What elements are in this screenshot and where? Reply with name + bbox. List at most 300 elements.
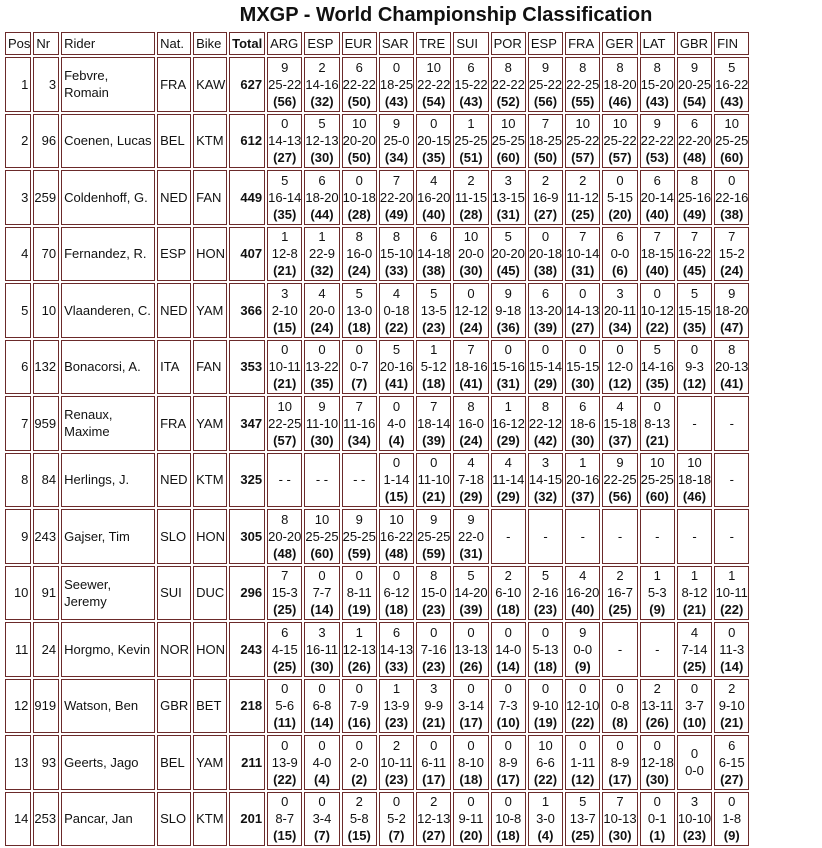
- race-cell: [304, 679, 339, 734]
- bike-cell: DUC: [193, 566, 227, 621]
- race-cell: [602, 566, 637, 621]
- race-cell: [640, 170, 675, 225]
- gp-points: 9: [728, 285, 736, 301]
- race-cell: [677, 453, 712, 508]
- race-cell: [453, 340, 488, 395]
- total-cell: 612: [229, 114, 265, 169]
- gp-points: 2: [728, 681, 736, 697]
- gp-points: 0: [392, 455, 401, 471]
- race-cell: [379, 509, 414, 564]
- gp-points: 0: [504, 624, 512, 640]
- race-total: (7): [388, 828, 405, 844]
- race-cell: [640, 453, 675, 508]
- heat-points: 15-14: [528, 359, 563, 375]
- rider-cell: Pancar, Jan: [61, 792, 155, 847]
- heat-points: 11-14: [492, 472, 525, 488]
- gp-points: 10: [463, 229, 479, 245]
- heat-points: 0-18: [383, 302, 410, 318]
- gp-points: 10: [426, 59, 441, 75]
- race-total: (21): [682, 602, 707, 618]
- race-total: (50): [347, 93, 371, 109]
- race-total: (39): [533, 319, 558, 335]
- race-empty-cell: -: [714, 509, 749, 564]
- header-gp: ESP: [304, 32, 339, 55]
- nr-cell: 259: [33, 170, 59, 225]
- race-cell: [453, 227, 488, 282]
- gp-points: 1: [579, 455, 587, 471]
- race-cell: [342, 57, 377, 112]
- race-total: (22): [273, 771, 297, 787]
- gp-points: 0: [690, 681, 699, 697]
- race-cell: [528, 114, 563, 169]
- bike-cell: HON: [193, 622, 227, 677]
- gp-points: 10: [687, 455, 702, 471]
- gp-points: 0: [392, 398, 401, 414]
- race-cell: [379, 396, 414, 451]
- nat-cell: NED: [157, 283, 191, 338]
- race-cell: [342, 340, 377, 395]
- race-cell: [416, 170, 451, 225]
- race-cell: [491, 227, 526, 282]
- gp-points: 1: [318, 229, 326, 245]
- race-total: (35): [682, 319, 707, 335]
- race-cell: [379, 453, 414, 508]
- race-cell: [416, 792, 451, 847]
- pos-cell: 12: [5, 679, 31, 734]
- gp-points: 2: [355, 794, 363, 810]
- race-cell: [379, 227, 414, 282]
- race-cell: [677, 57, 712, 112]
- bike-cell: YAM: [193, 283, 227, 338]
- race-cell: [453, 396, 488, 451]
- total-cell: 305: [229, 509, 265, 564]
- heat-points: 8-9: [498, 754, 518, 770]
- table-row: [5, 57, 749, 112]
- race-total: (11): [273, 715, 296, 731]
- race-total: (27): [422, 828, 446, 844]
- heat-points: 15-15: [566, 359, 600, 375]
- race-total: (23): [682, 828, 707, 844]
- race-total: (1): [649, 828, 666, 844]
- heat-points: 20-16: [379, 359, 414, 375]
- gp-points: 0: [392, 59, 401, 75]
- race-total: (30): [310, 150, 334, 166]
- bike-cell: HON: [193, 227, 227, 282]
- heat-points: 16-0: [457, 415, 484, 431]
- race-total: (31): [571, 263, 595, 279]
- race-cell: [379, 57, 414, 112]
- race-total: (25): [273, 602, 297, 618]
- race-cell: [267, 679, 302, 734]
- heat-points: 22-22: [417, 76, 451, 92]
- race-total: (4): [537, 828, 554, 844]
- pos-cell: 3: [5, 170, 31, 225]
- race-total: (41): [384, 376, 409, 392]
- race-cell: [342, 792, 377, 847]
- race-total: (42): [533, 432, 558, 448]
- rider-cell: Watson, Ben: [61, 679, 155, 734]
- heat-points: 9-3: [685, 359, 704, 375]
- gp-points: 9: [392, 116, 401, 132]
- heat-points: 16-14: [268, 189, 302, 205]
- nr-cell: 96: [33, 114, 59, 169]
- race-empty-cell: -: [602, 509, 637, 564]
- heat-points: 16-0: [346, 246, 373, 262]
- race-cell: [267, 735, 302, 790]
- total-cell: 201: [229, 792, 265, 847]
- race-cell: [379, 679, 414, 734]
- gp-points: 7: [355, 398, 363, 414]
- race-cell: [677, 227, 712, 282]
- gp-points: 8: [430, 568, 438, 584]
- race-cell: [267, 566, 302, 621]
- nr-cell: 132: [33, 340, 59, 395]
- table-row: [5, 679, 749, 734]
- heat-points: 11-15: [454, 189, 488, 205]
- race-cell: [304, 283, 339, 338]
- gp-points: 0: [541, 624, 550, 640]
- race-total: (33): [384, 658, 409, 674]
- race-total: (52): [496, 93, 520, 109]
- nr-cell: 70: [33, 227, 59, 282]
- heat-points: 13-9: [271, 754, 298, 770]
- race-total: (25): [682, 658, 707, 674]
- gp-points: 0: [430, 624, 438, 640]
- heat-points: 22-22: [640, 133, 674, 149]
- heat-points: 7-14: [681, 641, 708, 657]
- heat-points: 20-14: [640, 189, 674, 205]
- race-empty-cell: -: [528, 509, 563, 564]
- gp-points: 0: [504, 342, 512, 358]
- race-total: (28): [459, 206, 483, 222]
- race-total: (23): [422, 658, 446, 674]
- heat-points: 12-12: [454, 302, 488, 318]
- heat-points: 13-11: [641, 698, 674, 714]
- race-total: (31): [459, 545, 483, 561]
- header-gp: ESP: [528, 32, 563, 55]
- heat-points: 4-15: [271, 641, 298, 657]
- race-cell: [528, 453, 563, 508]
- gp-points: 4: [504, 455, 512, 471]
- gp-points: 8: [579, 59, 587, 75]
- race-total: (6): [612, 263, 628, 279]
- heat-points: 14-13: [268, 133, 302, 149]
- race-cell: [528, 170, 563, 225]
- heat-points: 6-8: [312, 698, 332, 714]
- table-row: [5, 396, 749, 451]
- heat-points: 11-3: [719, 641, 745, 657]
- race-cell: [714, 57, 749, 112]
- pos-cell: 5: [5, 283, 31, 338]
- gp-points: 8: [653, 59, 661, 75]
- heat-points: 20-0: [457, 246, 484, 262]
- heat-points: 11-16: [343, 415, 376, 431]
- gp-points: 3: [616, 285, 624, 301]
- header-gp: GER: [602, 32, 637, 55]
- gp-points: 9: [281, 59, 289, 75]
- heat-points: 15-0: [420, 585, 447, 601]
- race-cell: [602, 283, 637, 338]
- gp-points: 1: [430, 342, 438, 358]
- gp-points: 5: [653, 342, 661, 358]
- gp-points: 2: [579, 172, 587, 188]
- gp-points: 8: [281, 511, 289, 527]
- heat-points: 15-2: [718, 246, 745, 262]
- race-cell: [602, 396, 637, 451]
- heat-points: 6-11: [421, 754, 447, 770]
- race-total: (2): [351, 771, 368, 787]
- gp-points: 6: [281, 624, 289, 640]
- race-total: (21): [422, 489, 446, 505]
- pos-cell: 4: [5, 227, 31, 282]
- heat-points: 22-9: [308, 246, 335, 262]
- race-cell: [677, 340, 712, 395]
- race-total: (32): [310, 263, 334, 279]
- heat-points: 16-7: [606, 585, 633, 601]
- race-cell: [304, 227, 339, 282]
- gp-points: 10: [538, 737, 553, 753]
- race-cell: [379, 792, 414, 847]
- race-total: (28): [347, 206, 371, 222]
- race-cell: [491, 283, 526, 338]
- gp-points: 5: [541, 568, 550, 584]
- gp-points: 5: [467, 568, 475, 584]
- race-total: (18): [496, 828, 520, 844]
- table-row: [5, 453, 749, 508]
- heat-points: 14-16: [305, 76, 339, 92]
- race-empty-cell: - -: [342, 453, 377, 508]
- race-total: (24): [347, 263, 371, 279]
- heat-points: 13-22: [305, 359, 339, 375]
- heat-points: 5-12: [420, 359, 447, 375]
- race-total: (24): [720, 263, 744, 279]
- gp-points: 0: [653, 285, 661, 301]
- gp-points: 0: [318, 794, 326, 810]
- gp-points: 1: [467, 116, 475, 132]
- race-cell: [528, 340, 563, 395]
- gp-points: 1: [690, 568, 699, 584]
- gp-points: 9: [579, 624, 587, 640]
- heat-points: 14-15: [528, 472, 563, 488]
- heat-points: 22-25: [566, 76, 600, 92]
- race-cell: [379, 340, 414, 395]
- race-cell: [342, 622, 377, 677]
- race-cell: [267, 396, 302, 451]
- total-cell: 366: [229, 283, 265, 338]
- heat-points: 12-10: [566, 698, 600, 714]
- race-cell: [453, 509, 488, 564]
- race-total: (54): [422, 93, 446, 109]
- race-total: (60): [645, 489, 669, 505]
- race-cell: [416, 340, 451, 395]
- heat-points: 15-15: [677, 302, 712, 318]
- table-row: [5, 114, 749, 169]
- gp-points: 1: [653, 568, 661, 584]
- table-row: [5, 622, 749, 677]
- header-gp: FRA: [565, 32, 600, 55]
- gp-points: 2: [653, 681, 661, 697]
- header-nr: Nr: [33, 32, 59, 55]
- heat-points: 20-11: [603, 302, 637, 318]
- race-total: (43): [459, 93, 483, 109]
- total-cell: 243: [229, 622, 265, 677]
- gp-points: 8: [690, 172, 699, 188]
- gp-points: 8: [616, 59, 624, 75]
- nat-cell: NED: [157, 453, 191, 508]
- race-cell: [491, 679, 526, 734]
- race-total: (22): [533, 771, 558, 787]
- race-cell: [602, 170, 637, 225]
- heat-points: 25-25: [417, 528, 451, 544]
- pos-cell: 6: [5, 340, 31, 395]
- race-total: (24): [459, 319, 483, 335]
- heat-points: 12-13: [305, 133, 339, 149]
- race-cell: [565, 170, 600, 225]
- heat-points: 14-0: [495, 641, 522, 657]
- race-total: (41): [459, 376, 483, 392]
- nr-cell: 91: [33, 566, 59, 621]
- race-cell: [714, 170, 749, 225]
- heat-points: 7-16: [420, 641, 447, 657]
- race-total: (20): [459, 828, 483, 844]
- race-cell: [714, 340, 749, 395]
- heat-points: 8-11: [346, 585, 372, 601]
- gp-points: 0: [504, 737, 512, 753]
- header-gp: POR: [491, 32, 526, 55]
- race-cell: [379, 283, 414, 338]
- race-total: (43): [720, 93, 744, 109]
- gp-points: 3: [690, 794, 699, 810]
- race-total: (38): [422, 263, 446, 279]
- race-cell: [565, 57, 600, 112]
- gp-points: 6: [467, 59, 475, 75]
- heat-points: 10-10: [677, 811, 712, 827]
- total-cell: 627: [229, 57, 265, 112]
- bike-cell: YAM: [193, 735, 227, 790]
- gp-points: 6: [728, 737, 736, 753]
- heat-points: 9-18: [495, 302, 522, 318]
- heat-points: 20-20: [342, 133, 376, 149]
- race-total: (38): [533, 263, 558, 279]
- race-total: (37): [571, 489, 595, 505]
- race-cell: [453, 57, 488, 112]
- race-cell: [640, 227, 675, 282]
- heat-points: 15-18: [603, 415, 637, 431]
- race-cell: [304, 396, 339, 451]
- heat-points: 20-20: [268, 528, 302, 544]
- gp-points: 10: [650, 455, 665, 471]
- race-cell: [267, 170, 302, 225]
- header-nat: Nat.: [157, 32, 191, 55]
- race-cell: [602, 340, 637, 395]
- race-total: (30): [608, 828, 632, 844]
- heat-points: 16-22: [715, 76, 749, 92]
- race-cell: [677, 622, 712, 677]
- race-cell: [267, 622, 302, 677]
- race-total: (18): [384, 602, 409, 618]
- race-cell: [491, 170, 526, 225]
- race-cell: [528, 622, 563, 677]
- race-total: (14): [496, 658, 520, 674]
- race-total: (25): [571, 828, 595, 844]
- race-cell: [453, 283, 488, 338]
- race-cell: [416, 283, 451, 338]
- heat-points: 12-8: [271, 246, 298, 262]
- nat-cell: GBR: [157, 679, 191, 734]
- gp-points: 9: [504, 285, 512, 301]
- race-total: (21): [720, 715, 744, 731]
- race-total: (48): [384, 545, 409, 561]
- race-cell: [304, 792, 339, 847]
- gp-points: 9: [653, 116, 661, 132]
- race-cell: [491, 340, 526, 395]
- race-empty-cell: -: [714, 453, 749, 508]
- race-cell: [342, 735, 377, 790]
- gp-points: 0: [728, 794, 736, 810]
- race-total: (18): [422, 376, 446, 392]
- nr-cell: 93: [33, 735, 59, 790]
- heat-points: 9-10: [532, 698, 559, 714]
- gp-points: 8: [392, 229, 401, 245]
- nat-cell: SLO: [157, 509, 191, 564]
- pos-cell: 14: [5, 792, 31, 847]
- total-cell: 449: [229, 170, 265, 225]
- race-total: (39): [422, 432, 446, 448]
- heat-points: 22-0: [457, 528, 484, 544]
- heat-points: 10-18: [342, 189, 376, 205]
- heat-points: 25-25: [305, 528, 339, 544]
- heat-points: 14-16: [640, 359, 674, 375]
- gp-points: 4: [616, 398, 624, 414]
- heat-points: 18-6: [569, 415, 596, 431]
- heat-points: 8-12: [681, 585, 708, 601]
- bike-cell: KAW: [193, 57, 227, 112]
- race-cell: [714, 735, 749, 790]
- race-total: (17): [459, 715, 483, 731]
- gp-points: 7: [690, 229, 699, 245]
- table-row: [5, 340, 749, 395]
- race-cell: [528, 57, 563, 112]
- race-total: (30): [645, 771, 669, 787]
- race-total: (24): [459, 432, 483, 448]
- race-cell: [640, 735, 675, 790]
- race-total: (27): [533, 206, 558, 222]
- nr-cell: 3: [33, 57, 59, 112]
- race-total: (9): [649, 602, 666, 618]
- gp-points: 1: [392, 681, 401, 697]
- race-total: (30): [310, 658, 334, 674]
- heat-points: 22-16: [715, 189, 749, 205]
- table-row: [5, 283, 749, 338]
- race-cell: [342, 679, 377, 734]
- race-cell: [342, 170, 377, 225]
- rider-cell: Coldenhoff, G.: [61, 170, 155, 225]
- race-cell: [528, 283, 563, 338]
- gp-points: 0: [281, 794, 289, 810]
- race-total: (19): [533, 715, 558, 731]
- heat-points: 5-8: [349, 811, 369, 827]
- gp-points: 0: [467, 681, 475, 697]
- race-cell: [453, 622, 488, 677]
- race-total: (60): [310, 545, 334, 561]
- race-total: (29): [533, 376, 558, 392]
- gp-points: 0: [318, 342, 326, 358]
- gp-points: 0: [392, 794, 401, 810]
- bike-cell: FAN: [193, 340, 227, 395]
- race-total: (23): [384, 715, 409, 731]
- race-cell: [379, 735, 414, 790]
- race-total: (27): [571, 319, 595, 335]
